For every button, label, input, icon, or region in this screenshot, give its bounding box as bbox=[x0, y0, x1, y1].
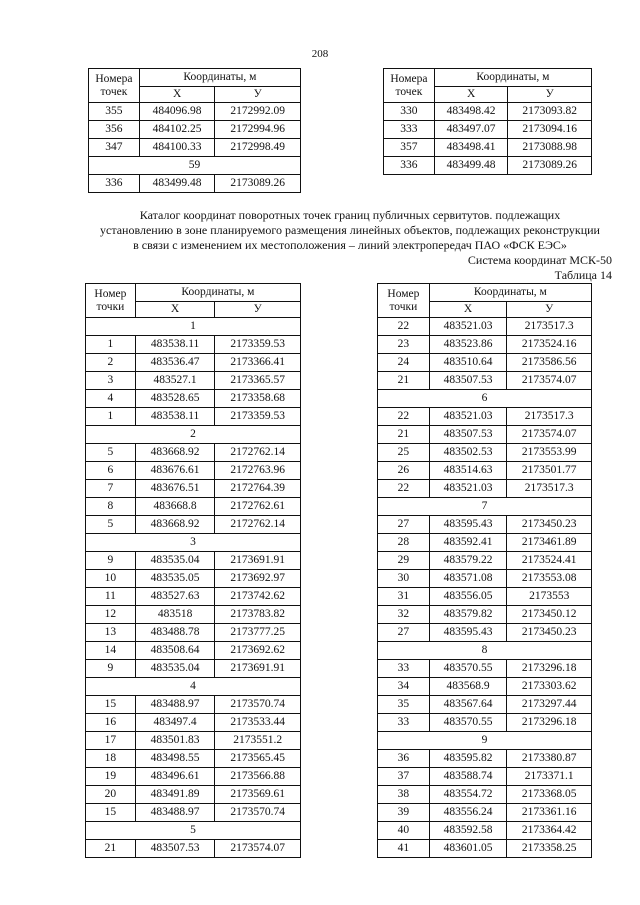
table-row bbox=[378, 426, 592, 444]
y-coordinate-cell: 2173574.07 bbox=[507, 426, 592, 444]
y-coordinate-cell: 2173359.53 bbox=[215, 408, 301, 426]
section-row bbox=[89, 157, 301, 175]
x-coordinate-cell: 483668.92 bbox=[135, 444, 215, 462]
point-number-cell: 20 bbox=[86, 786, 136, 804]
point-number-cell: 40 bbox=[378, 822, 430, 840]
x-coordinate-cell: 483498.42 bbox=[434, 103, 508, 121]
catalog-caption-line-3: в связи с изменением их местоположения – линий электропередач ПАО «ФСК ЕЭС» bbox=[133, 238, 567, 252]
table-row bbox=[378, 606, 592, 624]
table-row bbox=[378, 588, 592, 606]
table-row bbox=[384, 121, 592, 139]
table-row bbox=[86, 462, 301, 480]
table-row bbox=[378, 714, 592, 732]
point-number-cell: 5 bbox=[86, 444, 136, 462]
y-coordinate-cell: 2173358.25 bbox=[507, 840, 592, 858]
x-coordinate-cell: 483601.05 bbox=[429, 840, 507, 858]
y-header: У bbox=[215, 302, 301, 318]
point-number-cell: 10 bbox=[86, 570, 136, 588]
coordinates-header: Координаты, м bbox=[135, 284, 300, 302]
table-row bbox=[378, 444, 592, 462]
table-row bbox=[378, 408, 592, 426]
point-number-cell: 21 bbox=[378, 372, 430, 390]
section-row bbox=[378, 642, 592, 660]
point-number-cell: 24 bbox=[378, 354, 430, 372]
x-coordinate-cell: 483521.03 bbox=[429, 408, 507, 426]
y-coordinate-cell: 2173524.41 bbox=[507, 552, 592, 570]
y-coordinate-cell: 2173364.42 bbox=[507, 822, 592, 840]
coordinates-header: Координаты, м bbox=[434, 69, 591, 87]
table-row bbox=[89, 175, 301, 193]
y-coordinate-cell: 2173094.16 bbox=[508, 121, 592, 139]
y-coordinate-cell: 2172762.14 bbox=[215, 516, 301, 534]
table-row bbox=[86, 696, 301, 714]
point-number-header: Номер точки bbox=[378, 284, 430, 318]
y-coordinate-cell: 2172994.96 bbox=[215, 121, 301, 139]
table-row bbox=[86, 444, 301, 462]
table-row bbox=[378, 840, 592, 858]
y-coordinate-cell: 2173553.08 bbox=[507, 570, 592, 588]
y-header: У bbox=[507, 302, 592, 318]
x-header: Х bbox=[429, 302, 507, 318]
y-coordinate-cell: 2173533.44 bbox=[215, 714, 301, 732]
point-number-cell: 2 bbox=[86, 354, 136, 372]
x-coordinate-cell: 483488.97 bbox=[135, 804, 215, 822]
x-coordinate-cell: 483527.1 bbox=[135, 372, 215, 390]
point-number-cell: 25 bbox=[378, 444, 430, 462]
x-coordinate-cell: 483507.53 bbox=[429, 426, 507, 444]
table-row bbox=[378, 786, 592, 804]
section-number: 1 bbox=[86, 318, 301, 336]
point-number-cell: 27 bbox=[378, 624, 430, 642]
section-number: 5 bbox=[86, 822, 301, 840]
point-number-cell: 35 bbox=[378, 696, 430, 714]
section-number: 2 bbox=[86, 426, 301, 444]
y-coordinate-cell: 2173368.05 bbox=[507, 786, 592, 804]
coordinates-header: Координаты, м bbox=[429, 284, 591, 302]
x-coordinate-cell: 483676.51 bbox=[135, 480, 215, 498]
y-coordinate-cell: 2173461.89 bbox=[507, 534, 592, 552]
x-coordinate-cell: 483523.86 bbox=[429, 336, 507, 354]
coordinates-table-4 bbox=[377, 283, 592, 858]
x-coordinate-cell: 483497.07 bbox=[434, 121, 508, 139]
catalog-caption-line-2: установлению в зоне планируемого размещения линейных объектов, подлежащих реконструкции bbox=[100, 223, 600, 237]
x-coordinate-cell: 483568.9 bbox=[429, 678, 507, 696]
x-coordinate-cell: 483507.53 bbox=[135, 840, 215, 858]
table-row bbox=[86, 732, 301, 750]
y-coordinate-cell: 2173450.23 bbox=[507, 516, 592, 534]
table-row bbox=[378, 462, 592, 480]
point-number-cell: 15 bbox=[86, 696, 136, 714]
table-row bbox=[86, 750, 301, 768]
x-coordinate-cell: 483496.61 bbox=[135, 768, 215, 786]
point-number-cell: 14 bbox=[86, 642, 136, 660]
y-coordinate-cell: 2173586.56 bbox=[507, 354, 592, 372]
table-row bbox=[89, 103, 301, 121]
y-coordinate-cell: 2173569.61 bbox=[215, 786, 301, 804]
point-number-cell: 336 bbox=[89, 175, 140, 193]
point-number-cell: 8 bbox=[86, 498, 136, 516]
y-coordinate-cell: 2173371.1 bbox=[507, 768, 592, 786]
point-number-cell: 6 bbox=[86, 462, 136, 480]
x-header: Х bbox=[135, 302, 215, 318]
y-coordinate-cell: 2172998.49 bbox=[215, 139, 301, 157]
header-row bbox=[384, 69, 592, 87]
table-row bbox=[378, 678, 592, 696]
section-row bbox=[86, 678, 301, 696]
table-row bbox=[86, 714, 301, 732]
y-coordinate-cell: 2173450.12 bbox=[507, 606, 592, 624]
point-number-cell: 18 bbox=[86, 750, 136, 768]
y-coordinate-cell: 2173501.77 bbox=[507, 462, 592, 480]
table-row bbox=[378, 372, 592, 390]
table-row bbox=[86, 408, 301, 426]
point-number-cell: 11 bbox=[86, 588, 136, 606]
table-row bbox=[86, 606, 301, 624]
table-row bbox=[378, 804, 592, 822]
x-coordinate-cell: 483514.63 bbox=[429, 462, 507, 480]
point-number-cell: 13 bbox=[86, 624, 136, 642]
y-coordinate-cell: 2173361.16 bbox=[507, 804, 592, 822]
y-coordinate-cell: 2173517.3 bbox=[507, 408, 592, 426]
table-row bbox=[378, 624, 592, 642]
y-coordinate-cell: 2173691.91 bbox=[215, 552, 301, 570]
section-row bbox=[86, 534, 301, 552]
y-coordinate-cell: 2173365.57 bbox=[215, 372, 301, 390]
y-coordinate-cell: 2173088.98 bbox=[508, 139, 592, 157]
y-coordinate-cell: 2173296.18 bbox=[507, 660, 592, 678]
table-row bbox=[86, 516, 301, 534]
table-row bbox=[378, 660, 592, 678]
y-coordinate-cell: 2173093.82 bbox=[508, 103, 592, 121]
point-number-cell: 22 bbox=[378, 480, 430, 498]
y-coordinate-cell: 2173570.74 bbox=[215, 804, 301, 822]
x-coordinate-cell: 484096.98 bbox=[139, 103, 215, 121]
x-coordinate-cell: 483528.65 bbox=[135, 390, 215, 408]
point-number-cell: 357 bbox=[384, 139, 435, 157]
x-coordinate-cell: 483491.89 bbox=[135, 786, 215, 804]
section-number: 4 bbox=[86, 678, 301, 696]
y-coordinate-cell: 2173565.45 bbox=[215, 750, 301, 768]
point-number-cell: 1 bbox=[86, 408, 136, 426]
x-coordinate-cell: 483499.48 bbox=[434, 157, 508, 175]
x-coordinate-cell: 483497.4 bbox=[135, 714, 215, 732]
x-coordinate-cell: 483556.05 bbox=[429, 588, 507, 606]
y-header: У bbox=[508, 87, 592, 103]
point-number-cell: 31 bbox=[378, 588, 430, 606]
table-row bbox=[89, 139, 301, 157]
point-number-cell: 16 bbox=[86, 714, 136, 732]
section-number: 9 bbox=[378, 732, 592, 750]
table-row bbox=[378, 336, 592, 354]
y-coordinate-cell: 2172764.39 bbox=[215, 480, 301, 498]
table-row bbox=[89, 121, 301, 139]
y-coordinate-cell: 2173359.53 bbox=[215, 336, 301, 354]
header-row bbox=[89, 69, 301, 87]
y-coordinate-cell: 2173517.3 bbox=[507, 318, 592, 336]
y-coordinate-cell: 2173551.2 bbox=[215, 732, 301, 750]
point-number-cell: 12 bbox=[86, 606, 136, 624]
point-number-cell: 19 bbox=[86, 768, 136, 786]
table-row bbox=[86, 570, 301, 588]
table-row bbox=[86, 786, 301, 804]
x-coordinate-cell: 483535.04 bbox=[135, 660, 215, 678]
point-number-cell: 21 bbox=[86, 840, 136, 858]
table-row bbox=[384, 139, 592, 157]
y-coordinate-cell: 2172762.14 bbox=[215, 444, 301, 462]
point-number-cell: 26 bbox=[378, 462, 430, 480]
table-row bbox=[378, 354, 592, 372]
x-coordinate-cell: 483518 bbox=[135, 606, 215, 624]
y-coordinate-cell: 2173358.68 bbox=[215, 390, 301, 408]
x-coordinate-cell: 483535.05 bbox=[135, 570, 215, 588]
y-coordinate-cell: 2173691.91 bbox=[215, 660, 301, 678]
section-row bbox=[378, 498, 592, 516]
section-row bbox=[86, 822, 301, 840]
x-coordinate-cell: 483579.82 bbox=[429, 606, 507, 624]
y-coordinate-cell: 2173089.26 bbox=[215, 175, 301, 193]
table-row bbox=[86, 642, 301, 660]
header-row bbox=[378, 284, 592, 302]
point-number-cell: 23 bbox=[378, 336, 430, 354]
y-coordinate-cell: 2173742.62 bbox=[215, 588, 301, 606]
table-row bbox=[86, 588, 301, 606]
point-number-cell: 355 bbox=[89, 103, 140, 121]
table-row bbox=[378, 552, 592, 570]
x-coordinate-cell: 483521.03 bbox=[429, 480, 507, 498]
point-number-cell: 27 bbox=[378, 516, 430, 534]
catalog-caption-line-1: Каталог координат поворотных точек границ публичных сервитутов. подлежащих bbox=[139, 208, 561, 222]
table-row bbox=[378, 768, 592, 786]
point-number-cell: 336 bbox=[384, 157, 435, 175]
point-number-cell: 356 bbox=[89, 121, 140, 139]
x-coordinate-cell: 483588.74 bbox=[429, 768, 507, 786]
y-coordinate-cell: 2173553 bbox=[507, 588, 592, 606]
y-coordinate-cell: 2173574.07 bbox=[215, 840, 301, 858]
x-coordinate-cell: 483508.64 bbox=[135, 642, 215, 660]
point-number-cell: 41 bbox=[378, 840, 430, 858]
table-row bbox=[378, 696, 592, 714]
section-number: 59 bbox=[89, 157, 301, 175]
y-coordinate-cell: 2172763.96 bbox=[215, 462, 301, 480]
point-number-cell: 22 bbox=[378, 318, 430, 336]
table-row bbox=[86, 372, 301, 390]
point-number-cell: 3 bbox=[86, 372, 136, 390]
table-row bbox=[86, 768, 301, 786]
point-number-cell: 37 bbox=[378, 768, 430, 786]
point-number-cell: 9 bbox=[86, 660, 136, 678]
x-coordinate-cell: 483501.83 bbox=[135, 732, 215, 750]
point-number-header: Номера точек bbox=[89, 69, 140, 103]
y-coordinate-cell: 2173366.41 bbox=[215, 354, 301, 372]
section-row bbox=[378, 390, 592, 408]
section-number: 7 bbox=[378, 498, 592, 516]
point-number-cell: 33 bbox=[378, 714, 430, 732]
x-coordinate-cell: 484102.25 bbox=[139, 121, 215, 139]
x-coordinate-cell: 483570.55 bbox=[429, 714, 507, 732]
table-row bbox=[384, 157, 592, 175]
point-number-cell: 15 bbox=[86, 804, 136, 822]
table-row bbox=[86, 336, 301, 354]
point-number-cell: 347 bbox=[89, 139, 140, 157]
table-row bbox=[378, 822, 592, 840]
table-row bbox=[384, 103, 592, 121]
point-number-cell: 9 bbox=[86, 552, 136, 570]
table-row bbox=[86, 480, 301, 498]
point-number-cell: 32 bbox=[378, 606, 430, 624]
point-number-cell: 4 bbox=[86, 390, 136, 408]
y-coordinate-cell: 2173692.62 bbox=[215, 642, 301, 660]
section-row bbox=[86, 426, 301, 444]
x-coordinate-cell: 484100.33 bbox=[139, 139, 215, 157]
y-coordinate-cell: 2172762.61 bbox=[215, 498, 301, 516]
table-row bbox=[378, 318, 592, 336]
y-coordinate-cell: 2173380.87 bbox=[507, 750, 592, 768]
y-coordinate-cell: 2173574.07 bbox=[507, 372, 592, 390]
x-coordinate-cell: 483527.63 bbox=[135, 588, 215, 606]
point-number-cell: 34 bbox=[378, 678, 430, 696]
y-coordinate-cell: 2173692.97 bbox=[215, 570, 301, 588]
table-number-label: Таблица 14 bbox=[554, 268, 612, 282]
x-coordinate-cell: 483571.08 bbox=[429, 570, 507, 588]
point-number-cell: 17 bbox=[86, 732, 136, 750]
x-coordinate-cell: 483595.82 bbox=[429, 750, 507, 768]
section-number: 3 bbox=[86, 534, 301, 552]
point-number-cell: 29 bbox=[378, 552, 430, 570]
x-coordinate-cell: 483521.03 bbox=[429, 318, 507, 336]
table-row bbox=[86, 390, 301, 408]
point-number-cell: 33 bbox=[378, 660, 430, 678]
point-number-cell: 39 bbox=[378, 804, 430, 822]
table-row bbox=[86, 498, 301, 516]
y-coordinate-cell: 2172992.09 bbox=[215, 103, 301, 121]
table-row bbox=[86, 354, 301, 372]
y-header: У bbox=[215, 87, 301, 103]
point-number-header: Номера точек bbox=[384, 69, 435, 103]
x-header: Х bbox=[139, 87, 215, 103]
table-row bbox=[86, 804, 301, 822]
point-number-cell: 21 bbox=[378, 426, 430, 444]
x-coordinate-cell: 483554.72 bbox=[429, 786, 507, 804]
y-coordinate-cell: 2173303.62 bbox=[507, 678, 592, 696]
point-number-cell: 36 bbox=[378, 750, 430, 768]
point-number-cell: 22 bbox=[378, 408, 430, 426]
x-coordinate-cell: 483498.55 bbox=[135, 750, 215, 768]
point-number-header: Номер точки bbox=[86, 284, 136, 318]
y-coordinate-cell: 2173553.99 bbox=[507, 444, 592, 462]
table-row bbox=[378, 480, 592, 498]
table-row bbox=[378, 750, 592, 768]
x-coordinate-cell: 483676.61 bbox=[135, 462, 215, 480]
table-row bbox=[378, 534, 592, 552]
y-coordinate-cell: 2173296.18 bbox=[507, 714, 592, 732]
y-coordinate-cell: 2173297.44 bbox=[507, 696, 592, 714]
point-number-cell: 38 bbox=[378, 786, 430, 804]
x-coordinate-cell: 483535.04 bbox=[135, 552, 215, 570]
coordinates-table-1 bbox=[88, 68, 301, 193]
x-coordinate-cell: 483488.97 bbox=[135, 696, 215, 714]
x-coordinate-cell: 483592.41 bbox=[429, 534, 507, 552]
x-coordinate-cell: 483507.53 bbox=[429, 372, 507, 390]
x-coordinate-cell: 483579.22 bbox=[429, 552, 507, 570]
x-coordinate-cell: 483556.24 bbox=[429, 804, 507, 822]
y-coordinate-cell: 2173524.16 bbox=[507, 336, 592, 354]
table-row bbox=[378, 570, 592, 588]
x-coordinate-cell: 483488.78 bbox=[135, 624, 215, 642]
section-number: 8 bbox=[378, 642, 592, 660]
section-number: 6 bbox=[378, 390, 592, 408]
x-coordinate-cell: 483536.47 bbox=[135, 354, 215, 372]
y-coordinate-cell: 2173777.25 bbox=[215, 624, 301, 642]
table-row bbox=[86, 552, 301, 570]
section-row bbox=[86, 318, 301, 336]
point-number-cell: 1 bbox=[86, 336, 136, 354]
y-coordinate-cell: 2173517.3 bbox=[507, 480, 592, 498]
header-row bbox=[86, 284, 301, 302]
y-coordinate-cell: 2173570.74 bbox=[215, 696, 301, 714]
x-coordinate-cell: 483538.11 bbox=[135, 336, 215, 354]
coordinates-table-2 bbox=[383, 68, 592, 175]
x-coordinate-cell: 483498.41 bbox=[434, 139, 508, 157]
coordinate-system-label: Система координат МСК-50 bbox=[467, 253, 612, 267]
x-coordinate-cell: 483499.48 bbox=[139, 175, 215, 193]
y-coordinate-cell: 2173450.23 bbox=[507, 624, 592, 642]
point-number-cell: 5 bbox=[86, 516, 136, 534]
section-row bbox=[378, 732, 592, 750]
y-coordinate-cell: 2173783.82 bbox=[215, 606, 301, 624]
table-row bbox=[86, 624, 301, 642]
x-coordinate-cell: 483668.8 bbox=[135, 498, 215, 516]
table-row bbox=[378, 516, 592, 534]
y-coordinate-cell: 2173566.88 bbox=[215, 768, 301, 786]
point-number-cell: 333 bbox=[384, 121, 435, 139]
page-number: 208 bbox=[311, 48, 329, 60]
point-number-cell: 7 bbox=[86, 480, 136, 498]
coordinates-table-3 bbox=[85, 283, 301, 858]
y-coordinate-cell: 2173089.26 bbox=[508, 157, 592, 175]
x-coordinate-cell: 483668.92 bbox=[135, 516, 215, 534]
x-coordinate-cell: 483538.11 bbox=[135, 408, 215, 426]
point-number-cell: 330 bbox=[384, 103, 435, 121]
x-header: Х bbox=[434, 87, 508, 103]
x-coordinate-cell: 483592.58 bbox=[429, 822, 507, 840]
table-row bbox=[86, 840, 301, 858]
coordinates-header: Координаты, м bbox=[139, 69, 300, 87]
point-number-cell: 28 bbox=[378, 534, 430, 552]
point-number-cell: 30 bbox=[378, 570, 430, 588]
x-coordinate-cell: 483510.64 bbox=[429, 354, 507, 372]
x-coordinate-cell: 483567.64 bbox=[429, 696, 507, 714]
x-coordinate-cell: 483595.43 bbox=[429, 624, 507, 642]
x-coordinate-cell: 483570.55 bbox=[429, 660, 507, 678]
x-coordinate-cell: 483595.43 bbox=[429, 516, 507, 534]
x-coordinate-cell: 483502.53 bbox=[429, 444, 507, 462]
table-row bbox=[86, 660, 301, 678]
